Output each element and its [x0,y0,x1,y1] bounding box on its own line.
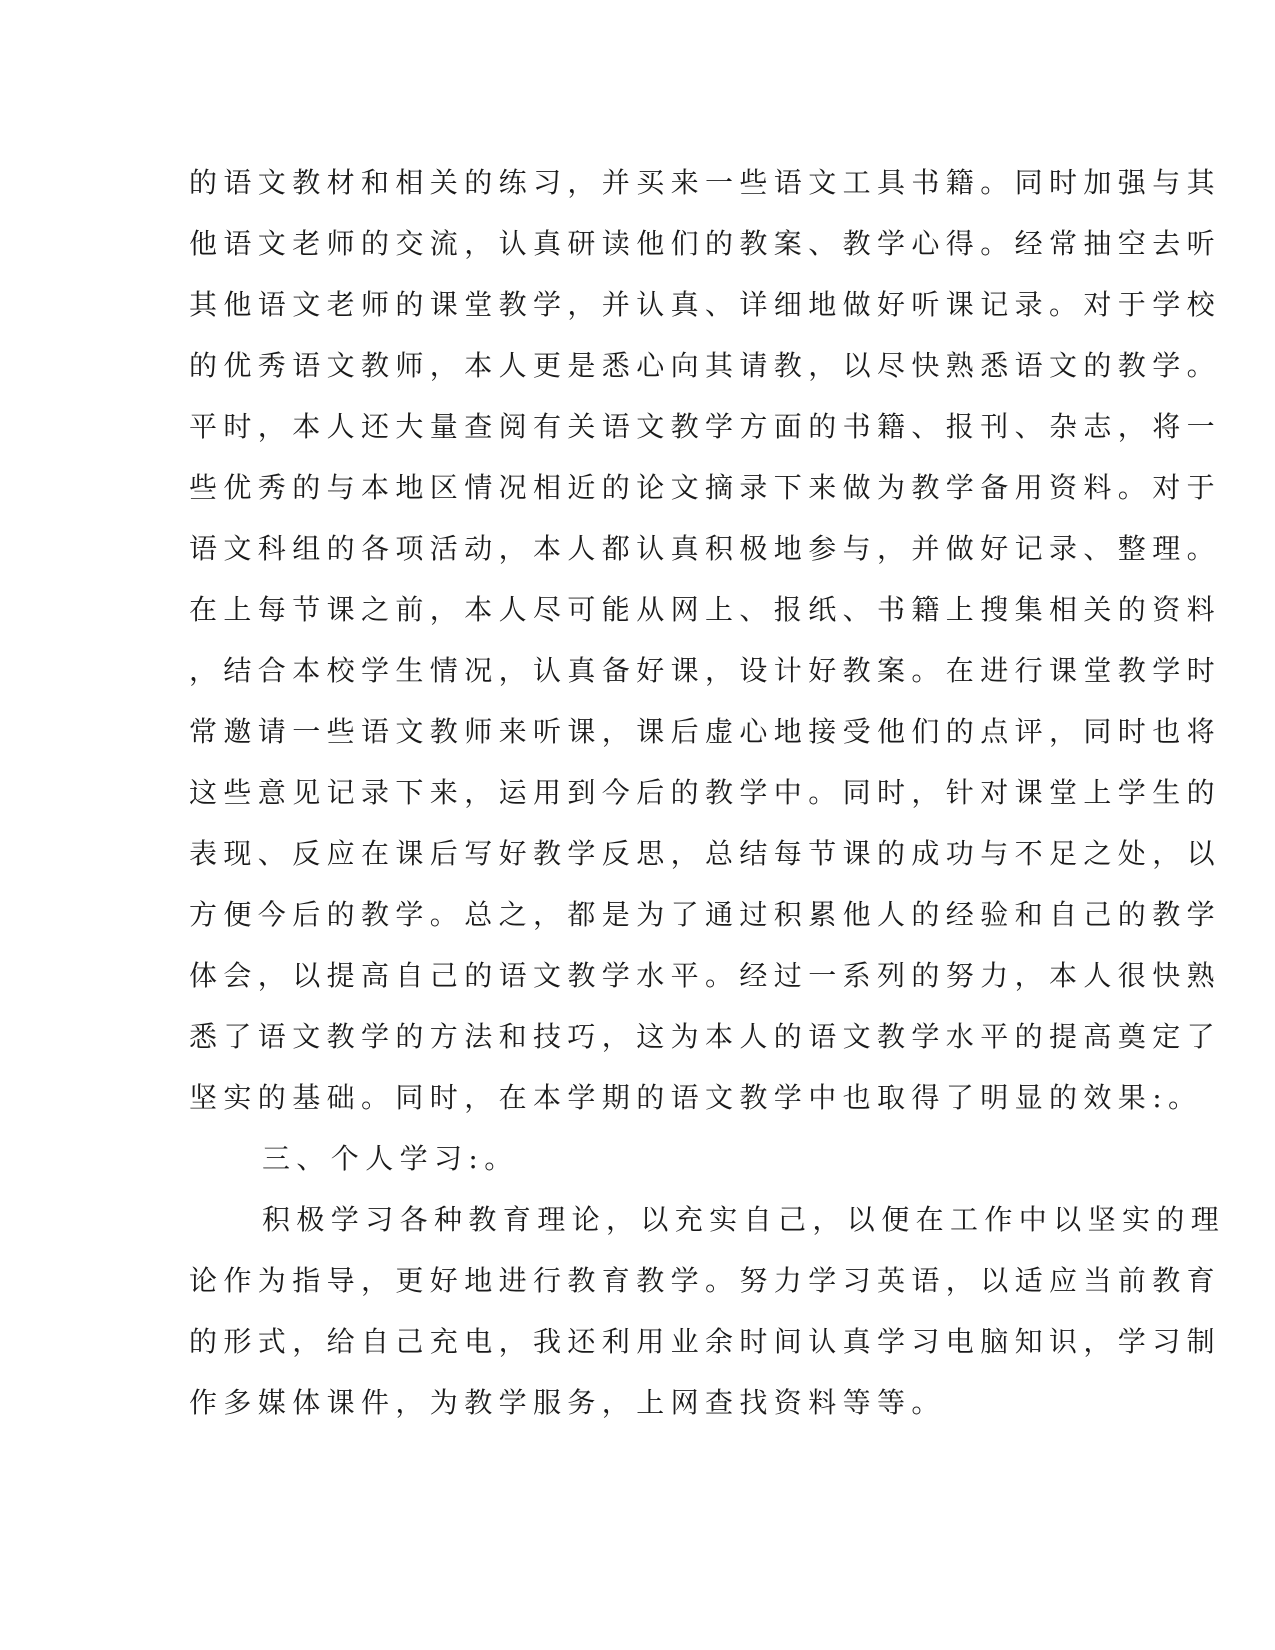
text-line-12: 表现、反应在课后写好教学反思，总结每节课的成功与不足之处，以 [189,837,1222,870]
text-line-7: 语文科组的各项活动，本人都认真积极地参与，并做好记录、整理。 [189,532,1222,565]
text-line-1: 的语文教材和相关的练习，并买来一些语文工具书籍。同时加强与其 [189,166,1222,199]
text-line-6: 些优秀的与本地区情况相近的论文摘录下来做为教学备用资料。对于 [189,471,1222,504]
text-line-5: 平时，本人还大量查阅有关语文教学方面的书籍、报刊、杂志，将一 [189,410,1222,443]
text-line-2: 他语文老师的交流，认真研读他们的教案、教学心得。经常抽空去听 [189,227,1222,260]
text-line-10: 常邀请一些语文教师来听课，课后虚心地接受他们的点评，同时也将 [189,715,1222,748]
text-line-8: 在上每节课之前，本人尽可能从网上、报纸、书籍上搜集相关的资料 [189,593,1222,626]
text-line-11: 这些意见记录下来，运用到今后的教学中。同时，针对课堂上学生的 [189,776,1222,809]
text-line-20: 的形式，给自己充电，我还利用业余时间认真学习电脑知识，学习制 [189,1325,1222,1358]
text-line-18: 积极学习各种教育理论，以充实自己，以便在工作中以坚实的理 [262,1203,1226,1236]
text-line-16: 坚实的基础。同时，在本学期的语文教学中也取得了明显的效果:。 [189,1081,1203,1114]
text-line-4: 的优秀语文教师，本人更是悉心向其请教，以尽快熟悉语文的教学。 [189,349,1222,382]
text-line-14: 体会，以提高自己的语文教学水平。经过一系列的努力，本人很快熟 [189,959,1222,992]
section-heading: 三、个人学习:。 [262,1142,519,1175]
text-line-3: 其他语文老师的课堂教学，并认真、详细地做好听课记录。对于学校 [189,288,1222,321]
text-line-21: 作多媒体课件，为教学服务，上网查找资料等等。 [189,1386,946,1419]
text-line-9: ，结合本校学生情况，认真备好课，设计好教案。在进行课堂教学时 [189,654,1222,687]
text-line-19: 论作为指导，更好地进行教育教学。努力学习英语，以适应当前教育 [189,1264,1222,1297]
text-line-13: 方便今后的教学。总之，都是为了通过积累他人的经验和自己的教学 [189,898,1222,931]
text-line-15: 悉了语文教学的方法和技巧，这为本人的语文教学水平的提高奠定了 [189,1020,1222,1053]
